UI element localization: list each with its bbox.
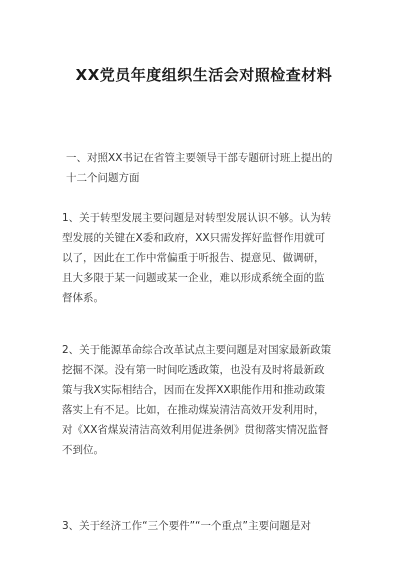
section-heading [66,148,356,188]
paragraph-line: 督体系。 [62,292,104,304]
paragraph-line: 落实上有不足。比如，在推动煤炭清洁高效开发利用时， [62,404,325,416]
paragraph-line: 以了，因此在工作中常偏重于听报告、提意见、做调研， [62,252,325,264]
paragraph-1 [62,208,354,308]
document-title: XX党员年度组织生活会对照检查材料 [75,66,333,84]
paragraph-line: 对《XX省煤炭清洁高效利用促进条例》贯彻落实情况监督 [62,424,329,436]
paragraph-line: 3、关于经济工作“三个要件”“一个重点”主要问题是对 [62,520,311,532]
paragraph-line: 且大多限于某一问题或某一企业，难以形成系统全面的监 [62,272,325,284]
paragraph-line: 型发展的关键在X委和政府，XX只需发挥好监督作用就可 [62,232,326,244]
section-heading-line: 一、对照XX书记在省管主要领导干部专题研讨班上提出的 [66,152,333,164]
paragraph-line: 不到位。 [62,444,104,456]
paragraph-3 [62,516,354,536]
paragraph-line: 策与我X实际相结合，因而在发挥XX职能作用和推动政策 [62,384,326,396]
paragraph-line: 挖掘不深。没有第一时间吃透政策，也没有及时将最新政 [62,364,325,376]
paragraph-line: 1、关于转型发展主要问题是对转型发展认识不够。认为转 [62,212,332,224]
paragraph-line: 2、关于能源革命综合改革试点主要问题是对国家最新政策 [62,344,332,356]
paragraph-2 [62,340,354,460]
section-heading-line: 十二个问题方面 [66,172,140,184]
